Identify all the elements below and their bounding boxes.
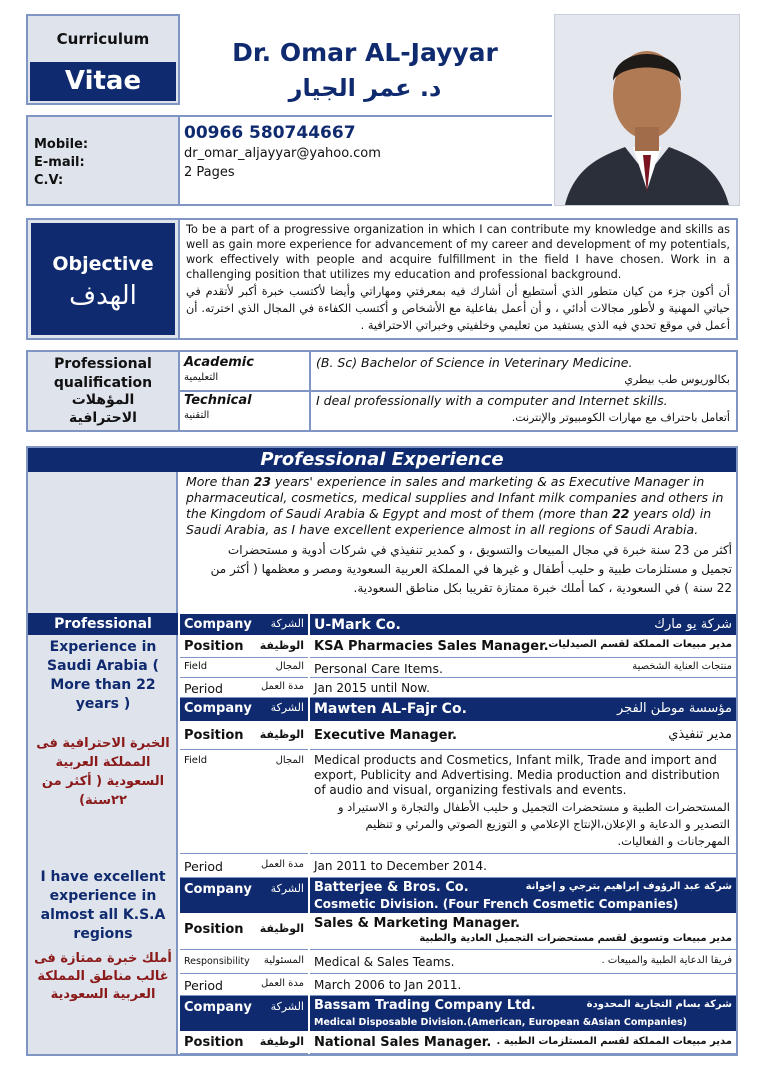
portrait-image [555,15,739,205]
qual-title-ar-2: الاحترافية [69,410,137,426]
position-label: Position [184,639,244,654]
objective-title-ar: الهدف [69,281,137,311]
job4-position-row [180,1032,736,1054]
objective-label-box [26,218,180,340]
job3-resp: Medical & Sales Teams. [314,955,455,969]
job3-resp-row [180,950,736,974]
job4-company-row [180,996,736,1032]
qual-technical-label-ar: التقنية [184,410,210,421]
label-mobile: Mobile: [34,137,89,152]
cv-title-word1: Curriculum [56,30,150,48]
qual-academic-text: (B. Sc) Bachelor of Science in Veterinary Medicine. [316,355,633,370]
company-label: Company [184,701,252,716]
job2-field-ar: المستحضرات الطبية و مستحضرات التجميل و حليب الأطفال والتجارة و الاستيراد و التصدير و الدعاية و الإعلان،الإنتاج الإعلامي و التوزيع الصوتي والمرئي و تنظيم المهرجانات و الفعاليات. [337,800,730,848]
job1-position: KSA Pharmacies Sales Manager. [314,639,549,654]
email-value: dr_omar_aljayyar@yahoo.com [184,146,381,161]
position-label: Position [184,728,244,743]
cv-pages-value: 2 Pages [184,165,235,180]
qualification-label-box [26,350,180,432]
contact-values [180,115,552,206]
field-label: Field [184,755,208,766]
job2-field: Medical products and Cosmetics, Infant milk, Trade and import and export, Publicity and Advertising. Media production and distribution of audio and visual, organizing festivals and events. [314,753,720,797]
job2-position-ar: مدير تنفيذي [668,727,732,742]
job3-company: Batterjee & Bros. Co. [314,880,469,895]
label-cv: C.V: [34,173,64,188]
job3-company-ar: شركة عبد الرؤوف إبراهيم بترجي و إخوانة [525,881,732,892]
period-label: Period [184,859,223,874]
qual-technical-text-ar: أتعامل باحتراف مع مهارات الكومبيوتر والإنترنت. [511,411,730,424]
name-en: Dr. Omar AL-Jayyar [232,38,498,67]
photo [554,14,740,206]
qual-academic-label: Academic [184,355,254,370]
job4-position: National Sales Manager. [314,1035,492,1050]
summary-post: years old) in Saudi Arabia, as I have excellent experience almost in all regions of Saudi Arabia. [186,506,712,537]
objective-text [180,218,738,340]
job2-position-row [180,722,736,750]
summary-mid: years' experience in sales and marketing & as Executive Manager in pharmaceutical, cosmetics, medical supplies and Infant milk companies and others in the Kingdom of Saudi Arabia & Egypt and most of them (more than [186,474,724,521]
summary-ar-1: أكثر من 23 سنة خبرة في مجال المبيعات والتسويق ، و كمدير تنفيذي في شركات أدوية و مستحضرات [227,543,732,557]
summary-pre: More than [186,474,254,489]
cv-title-box [26,14,180,105]
company-label: Company [184,617,252,632]
company-label-ar: الشركة [270,1000,304,1013]
job1-position-ar: مدير مبيعات المملكة لقسم الصيدليات [548,639,732,650]
company-label: Company [184,882,252,897]
objective-title-en: Objective [52,253,154,275]
qual-technical-label: Technical [184,393,252,408]
qual-academic-label-ar: التعليمية [184,372,219,383]
qual-title-en-2: qualification [53,375,153,391]
resp-label: Responsibility [184,956,250,967]
job2-period: Jan 2011 to December 2014. [314,859,487,873]
qual-technical-text: I deal professionally with a computer and Internet skills. [316,393,668,408]
objective-text-en: To be a part of a progressive organization in which I can contribute my knowledge and skills as well as gain more experience for advancement of my career and development of my potentials, work effectively with people and acquire fulfillment in the field I have chosen. Work in a challenging position that utilizes my education and professional background. [186,223,730,281]
job3-period-row [180,974,736,996]
resp-label-ar: المسئولية [263,955,304,966]
position-label-ar: الوظيفة [259,922,304,935]
job1-company-row [180,614,736,636]
job1-field: Personal Care Items. [314,661,443,676]
company-label-ar: الشركة [270,617,304,630]
position-label-ar: الوظيفة [259,728,304,741]
job3-resp-ar: فريقا الدعاية الطبية والمبيعات . [601,955,732,966]
side-exp-en: Experience in Saudi Arabia ( More than 22 years ) [47,639,159,712]
job4-position-ar: مدير مبيعات المملكة لقسم المستلزمات الطبية . [496,1036,732,1047]
experience-summary [182,474,736,614]
job2-company-row [180,698,736,722]
job1-company-ar: شركة يو مارك [654,617,732,632]
job3-period: March 2006 to Jan 2011. [314,978,462,992]
position-label: Position [184,1035,244,1050]
job1-company: U-Mark Co. [314,617,401,633]
job2-company: Mawten AL-Fajr Co. [314,701,467,717]
mobile-value: 00966 580744667 [184,123,356,143]
side-exp-ar: الخبرة الاحترافية فى المملكة العربية السعودية ( أكثر من ٢٢سنة) [36,736,170,808]
qual-title-ar-1: المؤهلات [71,392,135,408]
period-label-ar: مدة العمل [260,859,304,870]
job3-company-row [180,878,736,914]
summary-ar-3: 22 سنة ) في السعودية ، كما أملك خبرة ممتازة تقريبا بكل مناطق السعودية. [353,581,732,595]
job1-period: Jan 2015 until Now. [314,681,430,695]
side-header: Professional [28,613,178,635]
job4-division: Medical Disposable Division.(American, European &Asian Companies) [314,1017,687,1028]
contact-labels-box [26,115,180,206]
company-label: Company [184,1000,252,1015]
qualification-rows [180,350,738,432]
job3-position: Sales & Marketing Manager. [314,916,520,931]
cv-title-word2: Vitae [30,62,176,101]
summary-en [186,474,732,538]
summary-num1: 23 [253,474,272,489]
qual-academic-text-ar: بكالوريوس طب بيطري [624,373,730,386]
company-label-ar: الشركة [270,882,304,895]
field-label: Field [184,661,208,672]
job2-field-row [180,750,736,854]
name-ar: د. عمر الجيار [288,74,442,102]
company-label-ar: الشركة [270,701,304,714]
job2-company-ar: مؤسسة موطن الفجر [616,701,732,716]
period-label-ar: مدة العمل [260,978,304,989]
side-excellent-en: I have excellent experience in almost all K.S.A regions [40,869,166,942]
field-label-ar: المجال [275,755,304,766]
job1-field-ar: منتجات العناية الشخصية [632,661,732,672]
summary-num2: 22 [612,506,630,521]
job1-position-row [180,636,736,658]
field-label-ar: المجال [275,661,304,672]
job4-company-ar: شركة بسام التجارية المحدودة [586,999,732,1010]
job3-division: Cosmetic Division. (Four French Cosmetic Companies) [314,897,679,911]
job1-field-row [180,658,736,678]
side-excellent-ar: أملك خبرة ممتازة فى غالب مناطق المملكة العربية السعودية [34,951,172,1002]
job2-period-row [180,854,736,878]
job3-position-row [180,914,736,950]
period-label: Period [184,681,223,696]
qual-title-en-1: Professional [54,356,152,372]
position-label-ar: الوظيفة [259,1035,304,1048]
experience-banner: Professional Experience [28,448,736,472]
period-label: Period [184,978,223,993]
jobs-table [180,614,736,1054]
position-label: Position [184,922,244,937]
job1-period-row [180,678,736,698]
position-label-ar: الوظيفة [259,639,304,652]
period-label-ar: مدة العمل [260,681,304,692]
objective-text-ar: أن أكون جزء من كيان متطور الذي أستطيع أن أشارك فيه بمعرفتي ومهاراتي وأيضا لأكتسب خبرة أكبر لأتقدم في حياتي المهنية و لأطور مجالات أدائي ، و أن أعمل بفاعلية مع الأشخاص و أكتسب الكفاءة في المجال الذي اخترته. أن أعمل في موقع تحدي فيه الذي يستفيد من تعليمي وخلفيتي وخبراتي الاحترافية . [186,285,730,332]
label-email: E-mail: [34,155,85,170]
job4-company: Bassam Trading Company Ltd. [314,998,536,1013]
job3-position-ar: مدير مبيعات وتسويق لقسم مستحضرات التجميل العادية والطبية [419,933,732,944]
job2-position: Executive Manager. [314,728,457,743]
summary-ar-2: تجميل و مستلزمات طبية و حليب أطفال و غيرها في المملكة العربية السعودية ومصر و معظمها ( أكثر من [210,562,732,576]
